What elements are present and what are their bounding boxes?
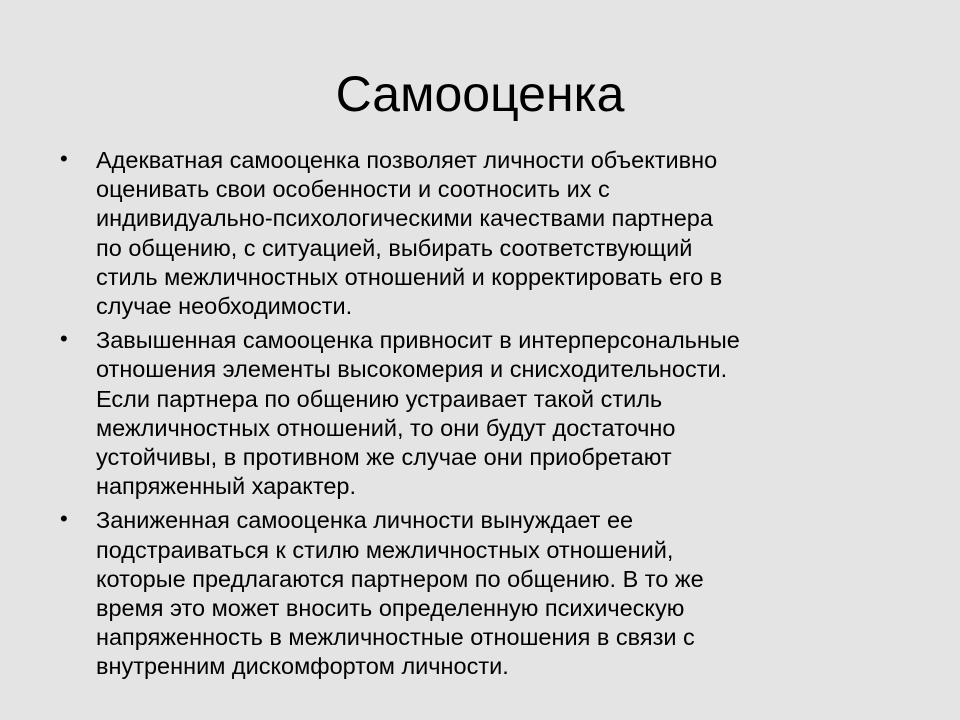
text-line: Завышенная самооценка привносит в интерперсональные	[96, 327, 740, 354]
bullet-dot-icon: •	[60, 326, 68, 352]
text-line: напряженный характер.	[96, 473, 357, 500]
bullet-text	[96, 506, 920, 681]
bullet-item-underestimated	[60, 506, 920, 681]
bullet-item-adequate	[60, 146, 920, 321]
text-line: случае необходимости.	[96, 293, 353, 320]
text-line: время это может вносить определенную психическую	[96, 595, 685, 622]
text-line: внутренним дискомфортом личности.	[96, 653, 509, 680]
text-line: подстраиваться к стилю межличностных отношений,	[96, 536, 674, 563]
text-line: стиль межличностных отношений и корректировать его в	[96, 263, 723, 290]
text-line: оценивать свои особенности и соотносить их с	[96, 176, 610, 203]
bullet-text	[96, 146, 920, 321]
text-line: межличностных отношений, то они будут достаточно	[96, 414, 676, 441]
text-line: Заниженная самооценка личности вынуждает ее	[96, 507, 634, 534]
text-line: которые предлагаются партнером по общению. В то же	[96, 565, 704, 592]
text-line: по общению, с ситуацией, выбирать соответствующий	[96, 234, 693, 261]
slide-title: Самооценка	[335, 66, 625, 122]
text-line: индивидуально-психологическими качествами партнера	[96, 205, 713, 232]
bullet-text	[96, 326, 920, 501]
bullet-item-inflated	[60, 326, 920, 501]
text-line: Если партнера по общению устраивает такой стиль	[96, 385, 663, 412]
bullet-list	[60, 146, 920, 687]
text-line: устойчивы, в противном же случае они приобретают	[96, 444, 672, 471]
text-line: напряженность в межличностные отношения в связи с	[96, 624, 695, 651]
bullet-dot-icon: •	[60, 506, 68, 532]
text-line: отношения элементы высокомерия и снисходительности.	[96, 356, 728, 383]
text-line: Адекватная самооценка позволяет личности объективно	[96, 147, 718, 173]
bullet-dot-icon: •	[60, 146, 68, 171]
